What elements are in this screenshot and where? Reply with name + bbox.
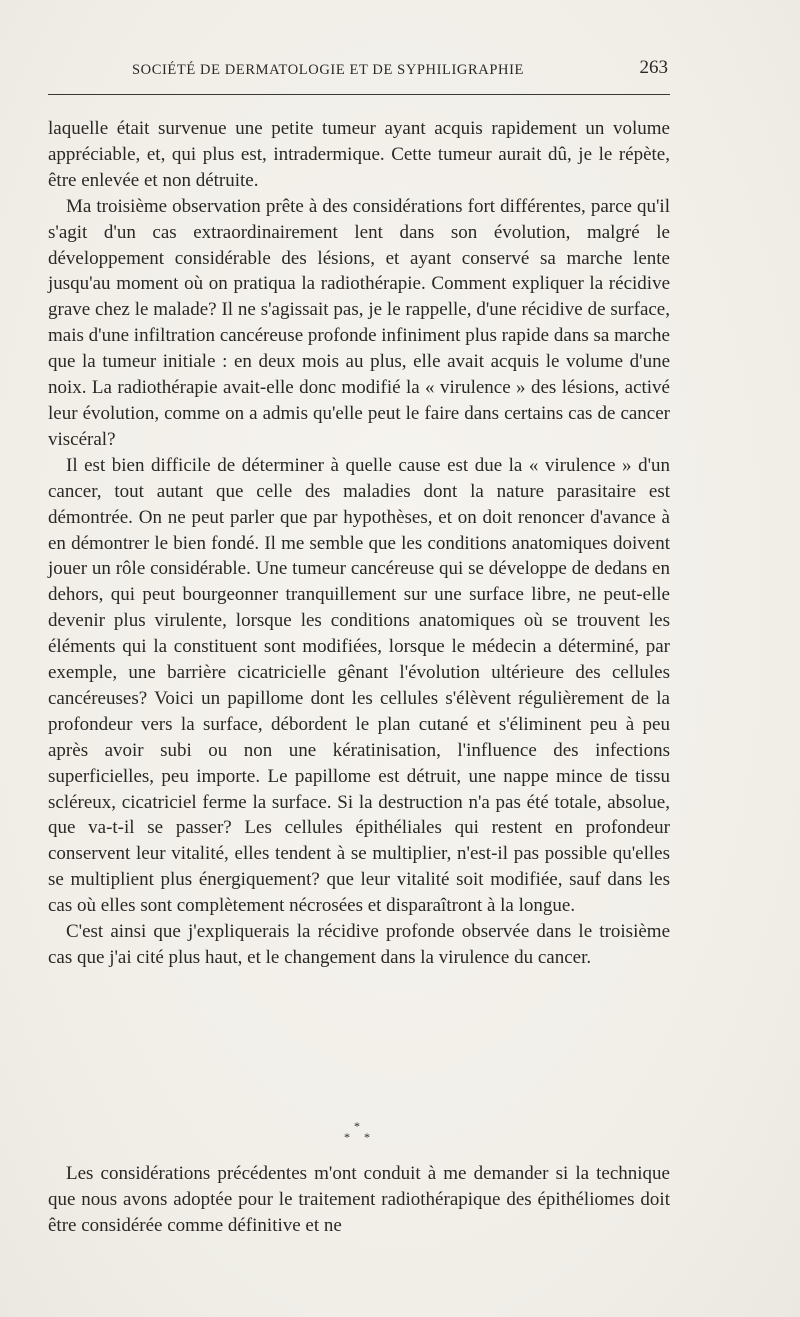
paragraph-conclusion: C'est ainsi que j'expliquerais la récidive profonde observée dans le troisième cas que j'ai cité plus haut, et le changement dans la virulence du cancer. <box>48 921 670 968</box>
section-two <box>48 1161 670 1239</box>
running-head <box>48 58 670 88</box>
body-text <box>48 116 670 971</box>
asterism-star: * <box>344 1130 350 1144</box>
paragraph-virulence: Il est bien difficile de déterminer à quelle cause est due la « virulence » d'un cancer, tout autant que celle des maladies dont la nature parasitaire est démontrée. On ne peut parler que par hypothèses, et on doit renoncer d'avance à en démontrer le bien fondé. Il me semble que les conditions anatomiques doivent jouer un rôle considérable. Une tumeur cancéreuse qui se développe de dedans en dehors, qui peut bourgeonner tranquillement sur une surface libre, ne peut-elle devenir plus virulente, lorsque les conditions anatomiques où se trouvent les éléments qui la constituent sont modifiées, lorsque le médecin a déterminé, par exemple, une barrière cicatricielle gênant l'évolution ultérieure des cellules cancéreuses? Voici un papillome dont les cellules s'élèvent régulièrement de la profondeur vers la surface, débordent le plan cutané et s'éliminent peu à peu après avoir subi ou non une kératinisation, l'influence des infections superficielles, peu importe. Le papillome est détruit, une nappe mince de tissu scléreux, cicatriciel ferme la surface. Si la destruction n'a pas été totale, absolue, que va-t-il se passer? Les cellules épithéliales qui restent en profondeur conservent leur vitalité, elles tendent à se multiplier, n'est-il pas possible qu'elles se multiplient plus énergiquement? que leur vitalité soit modifiée, sauf dans les cas où elles sont complètement nécrosées et disparaîtront à la longue. <box>48 454 670 917</box>
running-title: SOCIÉTÉ DE DERMATOLOGIE ET DE SYPHILIGRAPHIE <box>132 62 524 78</box>
asterism-star: * <box>364 1130 370 1144</box>
asterism <box>48 1114 670 1166</box>
paragraph-third-observation: Ma troisième observation prête à des considérations fort différentes, parce qu'il s'agit d'un cas extraordinairement lent dans son évolution, malgré le développement considérable des lésions, et ayant conservé sa marche lente jusqu'au moment où on pratiqua la radiothérapie. Comment expliquer la récidive grave chez le malade? Il ne s'agissait pas, je le rappelle, d'une récidive de surface, mais d'une infiltration cancéreuse profonde infiniment plus rapide dans sa marche que la tumeur initiale : en deux mois au plus, elle avait acquis le volume d'une noix. La radiothérapie avait-elle donc modifié la « virulence » des lésions, activé leur évolution, comme on a admis qu'elle peut le faire dans certains cas de cancer viscéral? <box>48 195 670 450</box>
asterism-star: * <box>354 1119 360 1133</box>
header-rule <box>48 94 670 95</box>
paragraph-technique: Les considérations précédentes m'ont conduit à me demander si la technique que nous avons adoptée pour le traitement radiothérapique des épithéliomes doit être considérée comme définitive et ne <box>48 1163 670 1236</box>
page-number: 263 <box>639 57 668 78</box>
paragraph-continuation: laquelle était survenue une petite tumeur ayant acquis rapidement un volume appréciable, et, qui plus est, intradermique. Cette tumeur aurait dû, je le répète, être enlevée et non détruite. <box>48 118 670 191</box>
